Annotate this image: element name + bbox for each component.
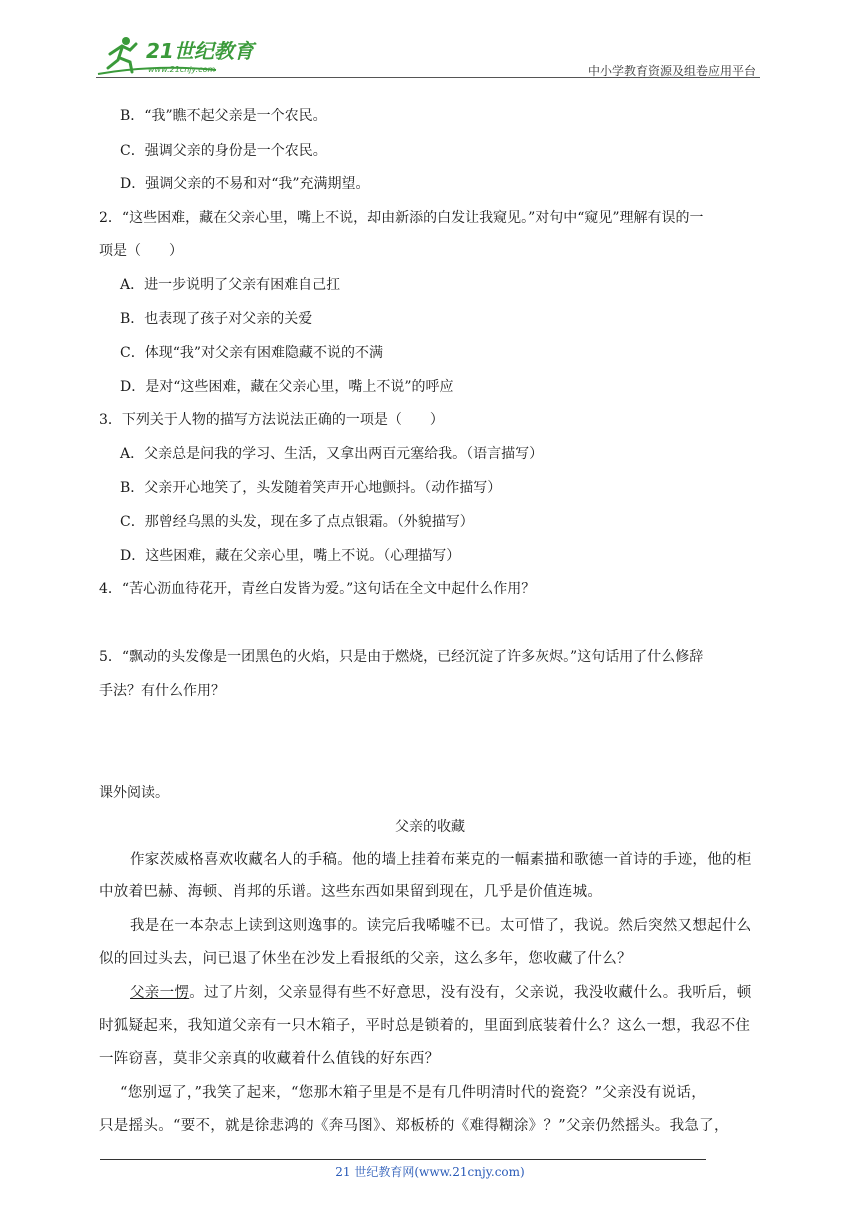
page-header xyxy=(96,34,758,78)
question-5-cont: 手法？有什么作用？ xyxy=(99,683,225,699)
platform-label: 中小学教育资源及组卷应用平台 xyxy=(587,64,756,78)
option-3c: C．那曾经乌黑的头发，现在多了点点银霜。（外貌描写） xyxy=(120,514,474,530)
option-3a: A．父亲总是问我的学习、生活，又拿出两百元塞给我。（语言描写） xyxy=(120,446,544,462)
svg-text:www.21cnjy.com: www.21cnjy.com xyxy=(148,65,216,74)
article-paragraph-3-cont: 时狐疑起来，我知道父亲有一只木箱子，平时总是锁着的，里面到底装着什么？这么一想，我忍不住 xyxy=(99,1018,751,1034)
option-1d: D．强调父亲的不易和对“我”充满期望。 xyxy=(120,176,370,192)
question-3: 3．下列关于人物的描写方法说法正确的一项是（ ） xyxy=(99,412,444,428)
question-5: 5．“飘动的头发像是一团黑色的火焰，只是由于燃烧，已经沉淀了许多灰烬。”这句话用了什么修辞 xyxy=(99,649,704,665)
option-2d: D．是对“这些困难，藏在父亲心里，嘴上不说”的呼应 xyxy=(120,379,454,395)
article-paragraph-4-cont: 只是摇头。“要不，就是徐悲鸿的《奔马图》、郑板桥的《难得糊涂》？”父亲仍然摇头。我急了， xyxy=(99,1118,729,1134)
footer-divider xyxy=(100,1159,706,1160)
article-paragraph-2: 我是在一本杂志上读到这则逸事的。读完后我唏嘘不已。太可惜了，我说。然后突然又想起什么 xyxy=(130,918,752,934)
option-3b: B．父亲开心地笑了，头发随着笑声开心地颤抖。（动作描写） xyxy=(120,480,502,496)
article-paragraph-4: “您别逗了，”我笑了起来，“您那木箱子里是不是有几件明清时代的瓷瓷？”父亲没有说话， xyxy=(120,1085,706,1101)
header-divider xyxy=(96,77,760,78)
section-heading: 课外阅读。 xyxy=(99,785,169,801)
svg-text:21世纪教育: 21世纪教育 xyxy=(146,39,254,63)
article-paragraph-3-cont2: 一阵窃喜，莫非父亲真的收藏着什么值钱的好东西？ xyxy=(99,1051,440,1067)
underlined-phrase: 父亲一愣 xyxy=(130,985,190,1001)
logo-icon xyxy=(96,34,296,78)
paragraph-3-text: 。过了片刻，父亲显得有些不好意思，没有没有，父亲说，我没收藏什么。我听后，顿 xyxy=(189,985,752,1001)
option-1b: B．“我”瞧不起父亲是一个农民。 xyxy=(120,108,327,124)
option-2a: A．进一步说明了父亲有困难自己扛 xyxy=(120,277,341,293)
option-1c: C．强调父亲的身份是一个农民。 xyxy=(120,143,327,159)
article-paragraph-2-cont: 似的回过头去，问已退了休坐在沙发上看报纸的父亲，这么多年，您收藏了什么？ xyxy=(99,951,632,967)
question-4: 4．“苦心沥血待花开，青丝白发皆为爱。”这句话在全文中起什么作用？ xyxy=(99,581,536,597)
article-paragraph-1-cont: 中放着巴赫、海顿、肖邦的乐谱。这些东西如果留到现在，几乎是价值连城。 xyxy=(99,884,603,900)
article-paragraph-1: 作家茨威格喜欢收藏名人的手稿。他的墙上挂着布莱克的一幅素描和歌德一首诗的手迹，他的柜 xyxy=(130,852,752,868)
question-2-cont: 项是（ ） xyxy=(99,243,183,259)
article-title: 父亲的收藏 xyxy=(395,819,465,835)
option-2c: C．体现“我”对父亲有困难隐藏不说的不满 xyxy=(120,345,384,361)
article-paragraph-3 xyxy=(130,983,752,1003)
question-2: 2．“这些困难，藏在父亲心里，嘴上不说，却由新添的白发让我窥见。”对句中“窥见”理解有误的一 xyxy=(99,210,704,226)
option-2b: B．也表现了孩子对父亲的关爱 xyxy=(120,311,313,327)
footer-link[interactable]: 21 世纪教育网(www.21cnjy.com) xyxy=(335,1165,525,1179)
option-3d: D．这些困难，藏在父亲心里，嘴上不说。（心理描写） xyxy=(120,548,461,564)
